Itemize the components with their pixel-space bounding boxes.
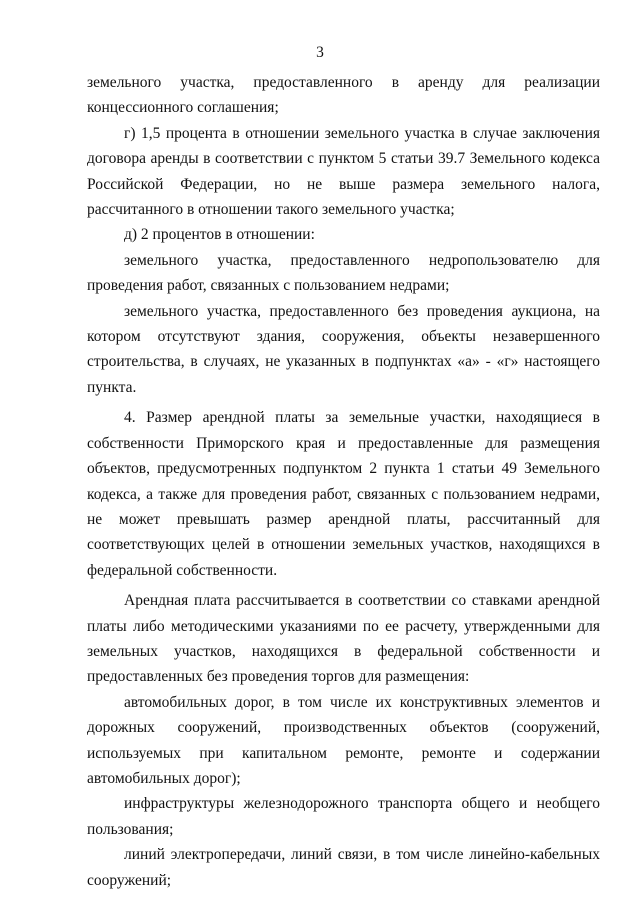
document-body — [87, 70, 600, 893]
paragraph-land-concession: земельного участка, предоставленного в аренду для реализации концессионного соглашения; — [87, 74, 600, 117]
paragraph-point-4: 4. Размер арендной платы за земельные участки, находящиеся в собственности Приморского края и предоставленные для размещения объектов, предусмотренных подпунктом 2 пункта 1 статьи 49 Земельного кодекса, а также для проведения работ, связанных с пользованием недрами, не может превышать размер арендной платы, рассчитанный для соответствующих целей в отношении земельных участков, находящихся в федеральной собственности. — [87, 409, 600, 579]
paragraph-subsoil-user: земельного участка, предоставленного недропользователю для проведения работ, связанных с пользованием недрами; — [87, 251, 600, 295]
paragraph-rent-calculation: Арендная плата рассчитывается в соответствии со ставками арендной платы либо методическими указаниями по ее расчету, утвержденными для земельных участков, находящихся в федеральной собственности и предоставленных без проведения торгов для размещения: — [87, 592, 600, 686]
paragraph-power-lines: линий электропередачи, линий связи, в том числе линейно-кабельных сооружений; — [87, 846, 600, 889]
paragraph-no-auction: земельного участка, предоставленного без проведения аукциона, на котором отсутствуют здания, сооружения, объекты незавершенного строительства, в случаях, не указанных в подпунктах «а» - «г» настоящего пункта. — [87, 302, 600, 396]
paragraph-item-d: д) 2 процентов в отношении: — [124, 226, 315, 244]
paragraph-item-g: г) 1,5 процента в отношении земельного участка в случае заключения договора аренды в соответствии с пунктом 5 статьи 39.7 Земельного кодекса Российской Федерации, но не выше размера земельного налога, рассчитанного в отношении такого земельного участка; — [87, 124, 600, 219]
page-number: 3 — [316, 44, 324, 61]
paragraph-railway: инфраструктуры железнодорожного транспорта общего и необщего пользования; — [87, 795, 600, 838]
paragraph-roads: автомобильных дорог, в том числе их конструктивных элементов и дорожных сооружений, производственных объектов (сооружений, используемых при капитальном ремонте, ремонте и содержании автомобильных дорог); — [87, 693, 600, 787]
